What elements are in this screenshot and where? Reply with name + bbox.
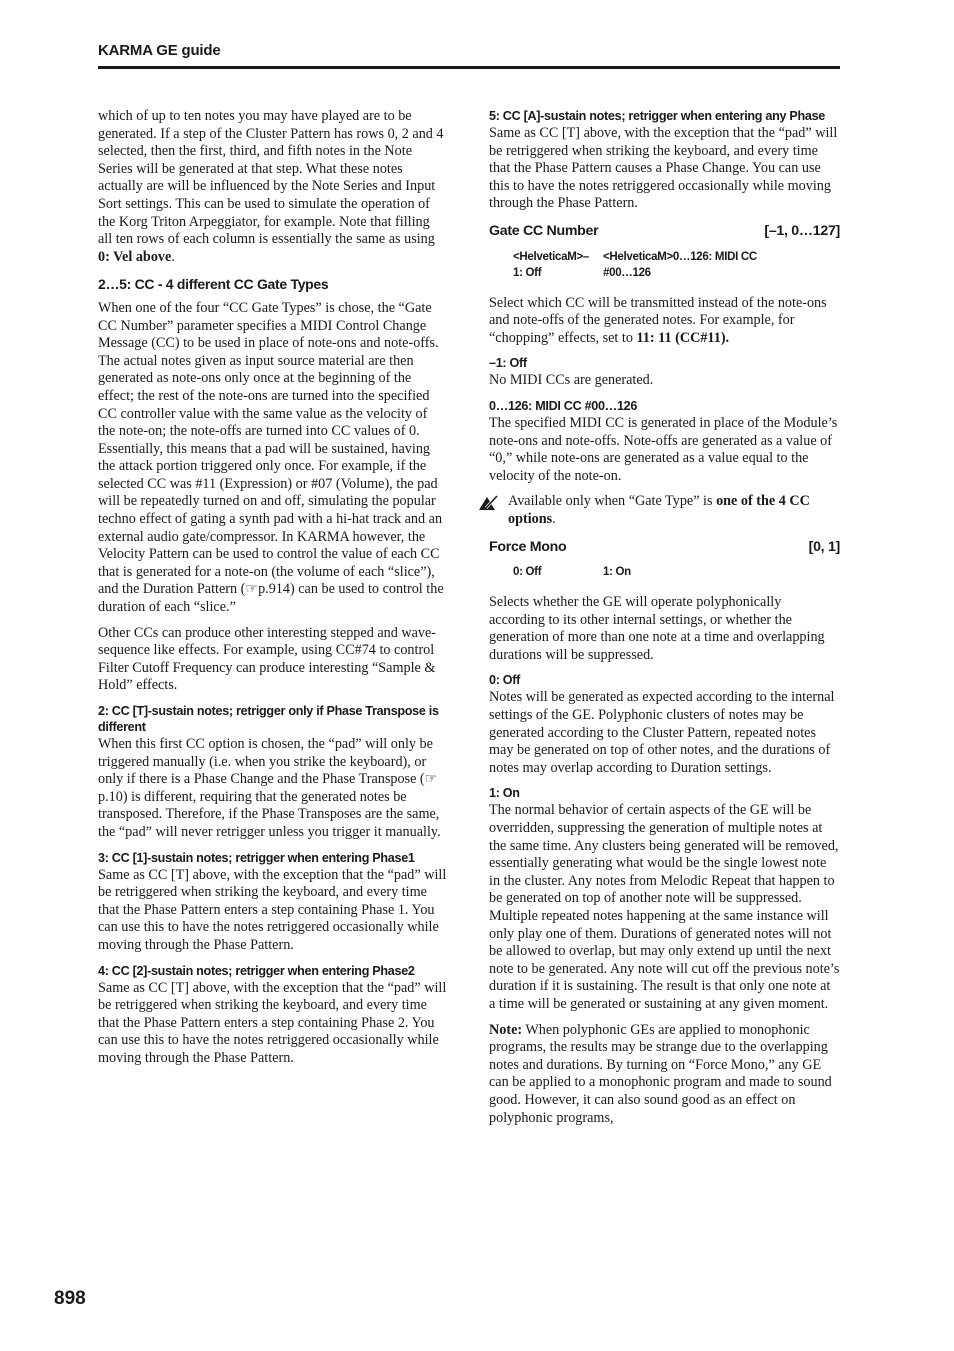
- paragraph: Other CCs can produce other interesting stepped and wave-sequence like effects. For example, using CC#74 to control Filter Cutoff Frequency can produce interesting “Sample & Hold” effects.: [98, 624, 437, 694]
- text: Select which CC will be transmitted instead of the note-ons and note-offs of the generated notes. For example, for “chopping” effects, set to: [489, 294, 827, 346]
- right-column: [489, 108, 840, 1135]
- bold-term: Note:: [489, 1021, 523, 1038]
- bold-term: 11: 11 (CC#11).: [636, 329, 730, 346]
- parameter-range: [0, 1]: [808, 538, 840, 555]
- left-column: [98, 108, 447, 1076]
- paragraph: [489, 1022, 840, 1128]
- note-callout: [489, 493, 840, 528]
- paragraph: [489, 295, 840, 348]
- text: which of up to ten notes you may have played are to be generated. If a step of the Cluster Pattern has rows 0, 2 and 4 selected, then the first, third, and fifth notes in the Note Series will be generated at that step. What these notes actually are will be influenced by the Note Series and Input Sort settings. This can be used to simulate the operation of the Korg Triton Arpeggiator, for example. Note that filling all ten rows of each column is essentially the same as using: [98, 108, 444, 248]
- subheading: –1: Off: [489, 356, 527, 371]
- running-header: KARMA GE guide: [98, 42, 221, 59]
- subheading: 0: Off: [489, 673, 521, 688]
- value-text: <HelveticaM>0…126: MIDI CC: [603, 250, 757, 263]
- parameter-values: [513, 564, 840, 580]
- value-item: [513, 249, 603, 281]
- value-text: <HelveticaM>–: [513, 250, 590, 263]
- subheading: 2: CC [T]-sustain notes; retrigger only if Phase Transpose is different: [98, 704, 439, 734]
- section-heading: 2…5: CC - 4 different CC Gate Types: [98, 276, 329, 293]
- parameter-name: Gate CC Number: [489, 222, 599, 239]
- subheading: 5: CC [A]-sustain notes; retrigger when entering any Phase: [489, 109, 825, 123]
- paragraph: The specified MIDI CC is generated in place of the Module’s note-ons and note-offs. Note-offs are generated as a value of “0,” while note-ons are generated as a value equal to the velocity of the note-on.: [489, 414, 838, 484]
- subheading: 0…126: MIDI CC #00…126: [489, 398, 638, 413]
- value-item: 0: Off: [513, 566, 542, 579]
- paragraph: No MIDI CCs are generated.: [489, 372, 654, 389]
- parameter-range: [–1, 0…127]: [764, 222, 840, 239]
- parameter-name: Force Mono: [489, 538, 567, 555]
- bold-term: one of the 4 CC options: [508, 493, 810, 527]
- paragraph: When this first CC option is chosen, the “pad” will only be triggered manually (i.e. when you strike the keyboard), or only if there is a Phase Change and the Phase Transpose (☞p.10) is different, requiring that the generated notes be transposed. Therefore, if the Phase Transposes are the same, the “pad” will never retrigger unless you trigger it manually.: [98, 736, 441, 840]
- value-item: [603, 249, 757, 281]
- paragraph: Selects whether the GE will operate polyphonically according to its other internal settings, or whether the generation of more than one note at a time and overlapping durations will be suppressed.: [489, 594, 825, 663]
- paragraph: [98, 108, 447, 266]
- parameter-heading-gate-cc: [489, 223, 840, 241]
- parameter-values: [513, 249, 840, 281]
- text: .: [171, 248, 175, 265]
- paragraph: Same as CC [T] above, with the exception that the “pad” will be retriggered when striking the keyboard, and every time that the Phase Pattern enters a step containing Phase 1. You can use this to have the notes retriggered occasionally while moving through the Phase Pattern.: [98, 866, 447, 953]
- paragraph: The normal behavior of certain aspects of the GE will be overridden, suppressing the generation of multiple notes at the same time. Any clusters being generated will be removed, essentially generating what would be the single lowest note in the cluster. Any notes from Melodic Repeat that happen to be generated on top of another note will be suppressed. Multiple repeated notes happening at the same instance will only play one of them. Durations of generated notes will not be allowed to overlap, but may only extend up until the next note to be generated. Any note will cut off the previous note’s duration if it is sustaining. The result is that only one note at a time will be generated or sustaining at any given moment.: [489, 802, 840, 1012]
- value-item: 1: On: [603, 566, 631, 579]
- header-rule: [98, 66, 840, 69]
- text: When polyphonic GEs are applied to monophonic programs, the results may be strange due to the overlapping notes and durations. By turning on “Force Mono,” any GE can be applied to a monophonic program and made to sound good. However, it can also sound good as an effect on polyphonic programs,: [489, 1021, 832, 1126]
- bold-term: 0: Vel above: [98, 248, 172, 265]
- subheading: 1: On: [489, 786, 520, 801]
- paragraph: When one of the four “CC Gate Types” is chose, the “Gate CC Number” parameter specifies a MIDI Control Change Message (CC) to be used in place of note-ons and note-offs. The actual notes given as input source material are then generated as note-ons only once at the beginning of the effect; the rest of the note-ons are turned into the specified CC controller value with the same value as the velocity of the note-on; the note-offs are turned into CC values of 0. Essentially, this means that a pad will be sustained, having the attack portion triggered only once. For example, if the selected CC was #11 (Expression) or #07 (Volume), the pad will be repeatedly turned on and off, simulating the popular techno effect of gating a synth pad with a hi-hat track and an external audio gate/compressor. In KARMA however, the Velocity Pattern can be used to control the value of each CC that is generated for a note-on (the volume of each “slice”), and the Duration Pattern (☞p.914) can be used to control the duration of each “slice.”: [98, 299, 444, 616]
- value-text: 1: Off: [513, 266, 542, 279]
- paragraph: Same as CC [T] above, with the exception that the “pad” will be retriggered when striking the keyboard, and every time that the Phase Pattern enters a step containing Phase 2. You can use this to have the notes retriggered occasionally while moving through the Phase Pattern.: [98, 979, 447, 1066]
- paragraph: Notes will be generated as expected according to the internal settings of the GE. Polyphonic clusters of notes may be generated according to the Cluster Pattern, repeated notes may be generated on top of other notes, and the durations of notes may overlap according to Duration settings.: [489, 689, 835, 776]
- subheading: 4: CC [2]-sustain notes; retrigger when entering Phase2: [98, 963, 415, 978]
- text: .: [552, 510, 556, 527]
- value-text: #00…126: [603, 266, 651, 279]
- subheading: 3: CC [1]-sustain notes; retrigger when entering Phase1: [98, 850, 415, 865]
- warning-pen-icon: [478, 495, 498, 511]
- paragraph: Same as CC [T] above, with the exception that the “pad” will be retriggered when striking the keyboard, and every time that the Phase Pattern causes a Phase Change. You can use this to have the notes retriggered occasionally while moving through the Phase Pattern.: [489, 125, 838, 212]
- parameter-heading-force-mono: [489, 539, 840, 557]
- page-number: 898: [54, 1288, 86, 1309]
- text: Available only when “Gate Type” is: [508, 493, 717, 510]
